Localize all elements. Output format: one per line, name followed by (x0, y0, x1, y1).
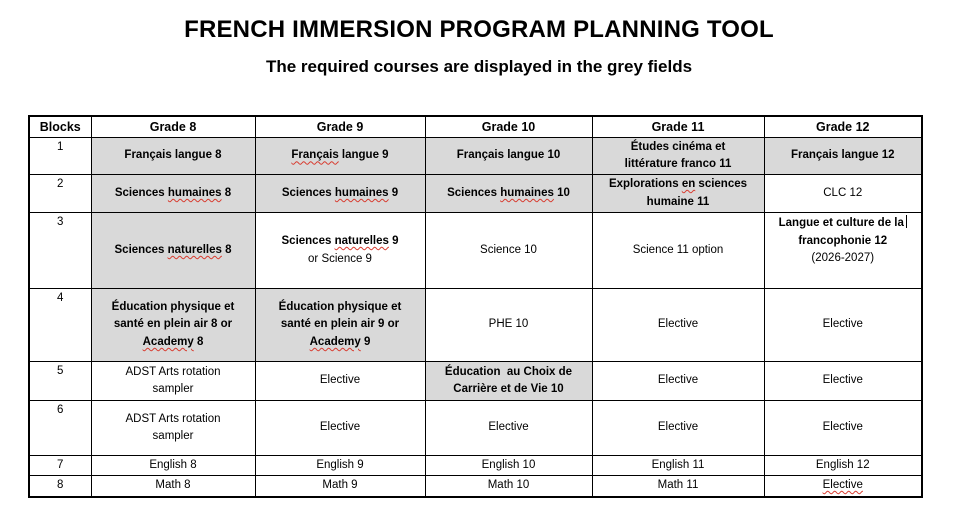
table-row (29, 213, 922, 289)
course-text: Français langue 12 (790, 149, 895, 162)
course-cell (255, 289, 425, 362)
course-cell (255, 213, 425, 289)
course-text: Français (291, 149, 339, 162)
course-cell (255, 362, 425, 401)
course-text: CLC 12 (823, 186, 863, 199)
course-cell (764, 213, 922, 289)
course-text: naturelles (334, 235, 389, 247)
block-number-cell: 1 (29, 138, 91, 175)
course-text: Carrière et de Vie 10 (453, 383, 564, 395)
block-number-cell: 2 (29, 175, 91, 213)
column-header: Grade 12 (764, 116, 922, 138)
course-text: Math 11 (657, 479, 699, 491)
course-cell (592, 456, 764, 476)
column-header: Grade 11 (592, 116, 764, 138)
course-text: Elective (488, 421, 529, 434)
course-text: Français langue 10 (456, 149, 561, 162)
course-cell (255, 401, 425, 456)
course-cell (91, 456, 255, 476)
page-subtitle: The required courses are displayed in the grey fields (265, 57, 693, 76)
table-row (29, 401, 922, 456)
course-text: francophonie 12 (798, 234, 888, 247)
course-cell (764, 362, 922, 401)
course-text: en (681, 178, 696, 190)
course-text: 9 (388, 235, 399, 247)
course-text: or Science 9 (308, 252, 372, 265)
course-cell (425, 476, 592, 497)
course-text: English 12 (815, 458, 870, 471)
course-cell (764, 138, 922, 175)
course-text: langue 9 (338, 149, 389, 162)
course-text: Elective (657, 421, 699, 434)
block-number-cell: 4 (29, 289, 91, 362)
course-cell (255, 175, 425, 213)
course-text: 10 (553, 186, 570, 199)
course-text: English 8 (149, 458, 197, 471)
block-number-cell: 7 (29, 456, 91, 476)
course-text: Éducation physique et (111, 300, 235, 313)
course-text: humaine 11 (646, 195, 710, 208)
course-cell (425, 456, 592, 476)
course-cell (255, 456, 425, 476)
course-cell (91, 138, 255, 175)
block-number-cell: 5 (29, 362, 91, 401)
table-row (29, 138, 922, 175)
course-text: Elective (822, 421, 863, 434)
course-text: Études cinéma et (630, 140, 726, 153)
course-text: English 11 (651, 458, 705, 471)
table-row (29, 175, 922, 213)
course-text: 8 (221, 243, 232, 256)
course-text: Elective (822, 318, 863, 331)
block-number-cell: 3 (29, 213, 91, 289)
course-cell (425, 362, 592, 401)
course-cell (91, 175, 255, 213)
course-text: Sciences (114, 243, 168, 256)
course-text: Langue et culture de la (778, 217, 904, 229)
column-header: Grade 8 (91, 116, 255, 138)
course-cell (425, 175, 592, 213)
course-text: Math 9 (322, 479, 358, 491)
course-text: santé en plein air 9 or (280, 318, 400, 331)
course-text: Elective (657, 374, 699, 387)
course-cell (425, 138, 592, 175)
course-cell (425, 289, 592, 362)
course-cell (592, 401, 764, 456)
course-cell (425, 401, 592, 456)
course-text: Elective (319, 421, 361, 434)
course-text: naturelles (167, 243, 222, 256)
course-text: Français langue 8 (124, 149, 222, 162)
table-row (29, 289, 922, 362)
course-text: Science 11 option (632, 243, 724, 256)
course-text: sampler (152, 383, 194, 395)
course-text: Sciences (281, 235, 335, 247)
course-cell (91, 362, 255, 401)
table-row (29, 362, 922, 401)
course-text: Elective (822, 479, 863, 491)
course-cell (764, 401, 922, 456)
column-header: Blocks (29, 116, 91, 138)
course-text: English 9 (316, 458, 364, 471)
course-text: 9 (388, 186, 399, 199)
course-text: ADST Arts rotation (125, 365, 221, 378)
course-text: Sciences (447, 186, 501, 199)
course-cell (91, 401, 255, 456)
course-text: Elective (657, 318, 699, 331)
course-text: Academy (142, 335, 194, 348)
course-cell (764, 476, 922, 497)
table-row (29, 456, 922, 476)
course-cell (91, 289, 255, 362)
course-text: Sciences (114, 186, 168, 199)
course-text: humaines (167, 186, 222, 199)
planning-table (28, 115, 923, 498)
course-text: 9 (360, 335, 371, 348)
course-cell (592, 362, 764, 401)
course-text: Elective (822, 374, 863, 387)
course-text: sciences (695, 178, 748, 190)
text-cursor (906, 215, 907, 228)
course-cell (592, 138, 764, 175)
course-text: English 10 (481, 458, 536, 471)
block-number-cell: 6 (29, 401, 91, 456)
course-text: Explorations (608, 178, 682, 190)
page-title: FRENCH IMMERSION PROGRAM PLANNING TOOL (184, 16, 774, 43)
course-text: 8 (193, 335, 204, 348)
header-row (29, 116, 922, 138)
course-text: Science 10 (480, 243, 537, 256)
course-text: humaines (500, 186, 554, 199)
course-cell (764, 175, 922, 213)
column-header: Grade 9 (255, 116, 425, 138)
course-cell (592, 476, 764, 497)
course-text: 8 (221, 186, 232, 199)
course-text: Éducation au Choix de (444, 365, 573, 378)
table-row (29, 476, 922, 497)
course-text: (2026-2027) (811, 252, 875, 264)
course-cell (425, 213, 592, 289)
course-text: littérature franco 11 (624, 158, 732, 170)
course-text: santé en plein air 8 or (113, 318, 233, 331)
course-text: Elective (319, 374, 361, 387)
column-header: Grade 10 (425, 116, 592, 138)
course-text: Sciences (281, 186, 335, 199)
course-cell (592, 175, 764, 213)
course-cell (592, 213, 764, 289)
course-text: Math 10 (487, 479, 530, 491)
course-text: humaines (334, 186, 389, 199)
course-cell (91, 476, 255, 497)
course-cell (255, 138, 425, 175)
course-text: Math 8 (155, 479, 191, 491)
course-text: ADST Arts rotation (125, 412, 221, 425)
course-cell (91, 213, 255, 289)
course-cell (764, 456, 922, 476)
block-number-cell: 8 (29, 476, 91, 497)
course-text: PHE 10 (488, 318, 529, 331)
course-text: Éducation physique et (278, 300, 402, 313)
course-cell (592, 289, 764, 362)
course-text: Academy (309, 335, 361, 348)
course-text: sampler (152, 430, 194, 442)
course-cell (764, 289, 922, 362)
course-cell (255, 476, 425, 497)
